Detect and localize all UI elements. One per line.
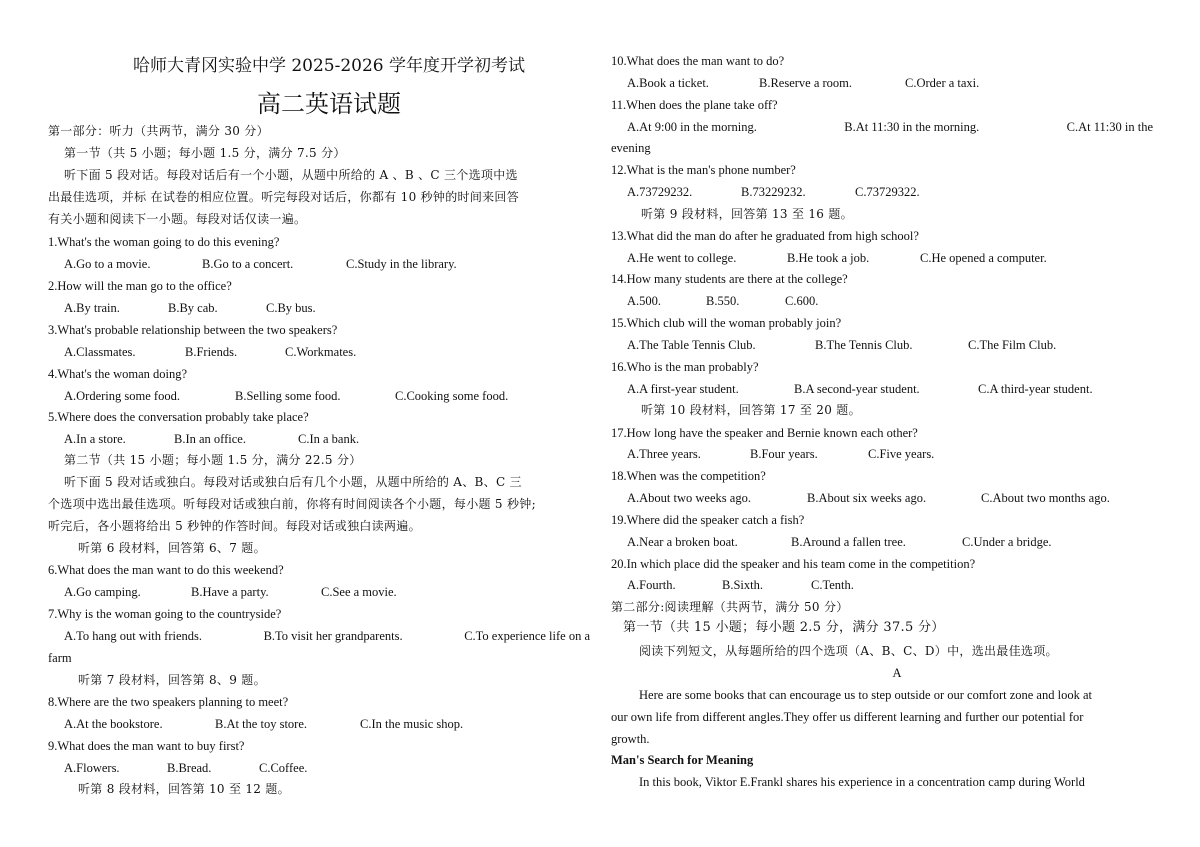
option-a: A.Go camping.	[64, 585, 141, 599]
options-17	[611, 446, 1153, 462]
option-c: C.Coffee.	[259, 761, 308, 775]
option-b: B.Bread.	[167, 761, 212, 775]
option-c: C.Order a taxi.	[905, 76, 980, 90]
options-1	[48, 256, 590, 272]
options-3	[48, 344, 590, 360]
section1-instruction-line: 有关小题和阅读下一小题。每段对话仅读一遍。	[48, 212, 307, 226]
option-c: C.To experience life on a	[464, 629, 590, 643]
options-7-continued: farm	[48, 651, 72, 665]
options-11	[611, 119, 1153, 135]
question-7: 7.Why is the woman going to the countryside?	[48, 607, 282, 621]
question-19: 19.Where did the speaker catch a fish?	[611, 513, 805, 527]
options-19	[611, 534, 1153, 550]
question-4: 4.What's the woman doing?	[48, 367, 188, 381]
question-3: 3.What's probable relationship between the two speakers?	[48, 323, 338, 337]
option-b: B.550.	[706, 294, 740, 308]
section2-instruction-line: 听下面 5 段对话或独白。每段对话或独白后有几个小题，从题中所给的 A、B、C 三	[64, 475, 522, 489]
options-6	[48, 584, 590, 600]
option-b: B.A second-year student.	[794, 382, 920, 396]
options-15	[611, 337, 1153, 353]
option-a: A.At the bookstore.	[64, 717, 163, 731]
option-a: A.About two weeks ago.	[627, 491, 751, 505]
option-b: B.At the toy store.	[215, 717, 308, 731]
option-a: A.To hang out with friends.	[64, 629, 202, 643]
option-a: A.Near a broken boat.	[627, 535, 738, 549]
question-14: 14.How many students are there at the college?	[611, 272, 848, 286]
option-a: A.Classmates.	[64, 345, 136, 359]
option-c: C.The Film Club.	[968, 338, 1057, 352]
option-b: B.At 11:30 in the morning.	[844, 120, 980, 134]
option-a: A.In a store.	[64, 432, 126, 446]
options-13	[611, 250, 1153, 266]
options-8	[48, 716, 590, 732]
option-b: B.In an office.	[174, 432, 246, 446]
option-b: B.By cab.	[168, 301, 218, 315]
options-16	[611, 381, 1153, 397]
option-b: B.Sixth.	[722, 578, 763, 592]
option-b: B.Reserve a room.	[759, 76, 853, 90]
passage-line: our own life from different angles.They offer us different learning and further our potential for	[611, 710, 1084, 724]
option-a: A.The Table Tennis Club.	[627, 338, 756, 352]
option-a: A.Ordering some food.	[64, 389, 180, 403]
option-b: B.73229232.	[741, 185, 806, 199]
option-b: B.He took a job.	[787, 251, 870, 265]
question-1: 1.What's the woman going to do this evening?	[48, 235, 280, 249]
option-c: C.73729322.	[855, 185, 920, 199]
option-a: A.Fourth.	[627, 578, 676, 592]
section2-instruction-line: 个选项中选出最佳选项。听每段对话或独白前，你将有时间阅读各个小题，每小题 5 秒钟;	[48, 497, 536, 511]
option-a: A.At 9:00 in the morning.	[627, 120, 757, 134]
option-a: A.73729232.	[627, 185, 693, 199]
section1-instruction-line: 出最佳选项，并标 在试卷的相应位置。听完每段对话后，你都有 10 秒钟的时间来回答	[48, 190, 520, 204]
options-4	[48, 388, 590, 404]
option-c: C.About two months ago.	[981, 491, 1110, 505]
part1-section1-heading: 第一节（共 5 小题；每小题 1.5 分，满分 7.5 分）	[64, 146, 346, 160]
options-20	[611, 577, 1153, 593]
question-16: 16.Who is the man probably?	[611, 360, 759, 374]
option-c: C.He opened a computer.	[920, 251, 1047, 265]
option-a: A.Book a ticket.	[627, 76, 709, 90]
option-c: C.Study in the library.	[346, 257, 457, 271]
question-8: 8.Where are the two speakers planning to meet?	[48, 695, 289, 709]
material-8-note: 听第 8 段材料，回答第 10 至 12 题。	[78, 782, 290, 796]
section2-instruction-line: 听完后，各小题将给出 5 秒钟的作答时间。每段对话或独白读两遍。	[48, 519, 421, 533]
question-6: 6.What does the man want to do this weekend?	[48, 563, 284, 577]
option-c: C.See a movie.	[321, 585, 397, 599]
options-14	[611, 293, 1153, 309]
option-c: C.600.	[785, 294, 819, 308]
section1-instruction-line: 听下面 5 段对话。每段对话后有一个小题，从题中所给的 A 、B 、C 三个选项中选	[64, 168, 518, 182]
question-9: 9.What does the man want to buy first?	[48, 739, 245, 753]
option-b: B.The Tennis Club.	[815, 338, 913, 352]
question-5: 5.Where does the conversation probably take place?	[48, 410, 309, 424]
option-c: C.By bus.	[266, 301, 316, 315]
passage-line: Here are some books that can encourage us to step outside or our comfort zone and look at	[639, 688, 1092, 702]
option-a: A.Go to a movie.	[64, 257, 151, 271]
option-c: C.Under a bridge.	[962, 535, 1052, 549]
option-b: B.Selling some food.	[235, 389, 341, 403]
option-c: C.Cooking some food.	[395, 389, 509, 403]
option-b: B.To visit her grandparents.	[263, 629, 403, 643]
question-17: 17.How long have the speaker and Bernie known each other?	[611, 426, 918, 440]
option-b: B.Friends.	[185, 345, 238, 359]
option-b: B.Around a fallen tree.	[791, 535, 906, 549]
option-c: C.In the music shop.	[360, 717, 464, 731]
question-12: 12.What is the man's phone number?	[611, 163, 796, 177]
option-c: C.Tenth.	[811, 578, 854, 592]
passage-line: In this book, Viktor E.Frankl shares his experience in a concentration camp during World	[639, 775, 1085, 789]
options-12	[611, 184, 1153, 200]
exam-title: 哈师大青冈实验中学 2025-2026 学年度开学初考试	[132, 56, 526, 76]
options-2	[48, 300, 590, 316]
material-9-note: 听第 9 段材料，回答第 13 至 16 题。	[641, 207, 853, 221]
option-b: B.Four years.	[750, 447, 818, 461]
material-6-note: 听第 6 段材料，回答第 6、7 题。	[78, 541, 266, 555]
option-a: A.He went to college.	[627, 251, 737, 265]
question-13: 13.What did the man do after he graduated from high school?	[611, 229, 919, 243]
passage-label: A	[892, 666, 902, 680]
option-c: C.Workmates.	[285, 345, 357, 359]
option-a: A.500.	[627, 294, 662, 308]
part2-heading: 第二部分:阅读理解（共两节，满分 50 分）	[611, 600, 849, 614]
question-15: 15.Which club will the woman probably join?	[611, 316, 842, 330]
part1-section2-heading: 第二节（共 15 小题；每小题 1.5 分，满分 22.5 分）	[64, 453, 362, 467]
question-18: 18.When was the competition?	[611, 469, 766, 483]
option-b: B.Have a party.	[191, 585, 269, 599]
options-18	[611, 490, 1153, 506]
options-7	[48, 628, 590, 644]
option-c: C.At 11:30 in the	[1066, 120, 1153, 134]
question-11: 11.When does the plane take off?	[611, 98, 778, 112]
options-9	[48, 760, 590, 776]
part1-heading: 第一部分：听力（共两节，满分 30 分）	[48, 124, 269, 138]
options-5	[48, 431, 590, 447]
option-c: C.A third-year student.	[978, 382, 1093, 396]
option-a: A.Flowers.	[64, 761, 120, 775]
question-20: 20.In which place did the speaker and his team come in the competition?	[611, 557, 976, 571]
option-a: A.Three years.	[627, 447, 701, 461]
option-a: A.A first-year student.	[627, 382, 739, 396]
part2-instruction: 阅读下列短文，从每题所给的四个选项（A、B、C、D）中，选出最佳选项。	[639, 644, 1058, 658]
question-10: 10.What does the man want to do?	[611, 54, 785, 68]
passage-line: growth.	[611, 732, 650, 746]
options-11-continued: evening	[611, 141, 651, 155]
option-a: A.By train.	[64, 301, 120, 315]
exam-subtitle: 高二英语试题	[257, 90, 401, 118]
option-b: B.Go to a concert.	[202, 257, 294, 271]
material-10-note: 听第 10 段材料，回答第 17 至 20 题。	[641, 403, 861, 417]
part2-section1-heading: 第一节（共 15 小题；每小题 2.5 分，满分 37.5 分）	[623, 620, 945, 635]
question-2: 2.How will the man go to the office?	[48, 279, 232, 293]
option-b: B.About six weeks ago.	[807, 491, 927, 505]
option-c: C.Five years.	[868, 447, 935, 461]
options-10	[611, 75, 1153, 91]
option-c: C.In a bank.	[298, 432, 360, 446]
material-7-note: 听第 7 段材料，回答第 8、9 题。	[78, 673, 266, 687]
book-title: Man's Search for Meaning	[611, 753, 754, 767]
